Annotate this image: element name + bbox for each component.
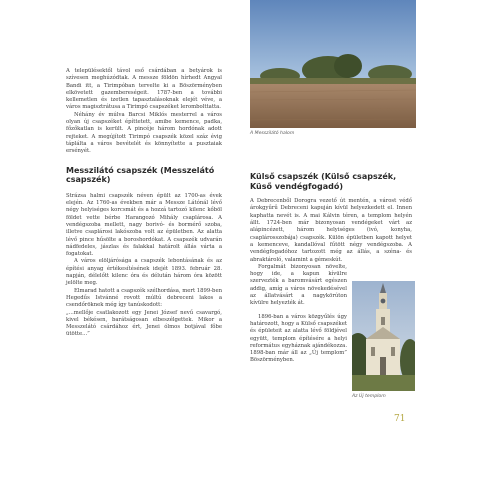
paragraph: Forgalmát bizonyosan növelte, hogy ide, a kapun kívülre szervezték a baromvásárt egészen addig, amíg a város növekedésével az állatvásárt a nagykörúton kívülre helyezték át. bbox=[250, 263, 347, 307]
photo-caption: A Messzilátó halom bbox=[250, 131, 295, 136]
paragraph: Elmarad hatott a csapszék szélhordása, mert 1899-ben Hegedűs Istvánné rovott múltú debreceni lakos a csendőröknek még így tanúskodott: bbox=[66, 287, 222, 309]
quote-paragraph: „...mellője csatlakozott egy Jenei József nevű csavargó, kivel békésen, barátságosan elbeszélgettek. Mikor a Messzelátó csárdához ért, Jenei ólmos botjával főbe ütötte...” bbox=[66, 309, 222, 338]
landscape-illustration bbox=[250, 0, 416, 128]
section-heading: Messzilátó csapszék (Messzelátó csapszék) bbox=[66, 165, 215, 185]
paragraph: 1896-ban a város közgyűlés úgy határozott, hogy a Külső csapszéket és épületeit az alatta lévő földjével együtt, templom építésére a helyi református egyháznak ajándékozza. 1898-ban már áll az „Új templom” Böszörményben. bbox=[250, 313, 347, 364]
paragraph: A településektől távol eső csárdában a betyárok is szívesen meghúzódtak. A messze földön hírhedt Angyal Bandi itt, a Tirimpóban tervelte ki a Böszörményben elkövetett gazembereségeit. 1787-ben a további kellemetlen és izetlen tapasztalásoknak elejét véve, a város magisztrátusa a Tirimpó csapszéket lerombolttatta. bbox=[66, 68, 222, 111]
paragraph: A Debrecenből Dorogra vezető út mentén, a várost védő árokgyűrű Debreceni kapuján kívül helyezkedett el. Innen kaphatta nevét is. A mai Kálvin téren, a templom helyén állt. 1724-ben már bizonyosan vendégeket várt az alápincézett, három helyiséges (ivó, konyha, csaplárosszobája) csapszék. Külön épületben kapott helyet a kemenceve, kandallóval fűtött négy vendégszoba. A vendégfogadóhoz tartozott még az állás, a széna- és abraktároló, valamint a gémeskút. bbox=[250, 198, 412, 263]
paragraph: Strázsa halmi csapszék néven épült az 1700-as évek elején. Az 1760-as években már a Messze Látónál lévő négy helyiséges korcsmát és a hozzá tartozó kilenc kőböl földet vette bérbe Harangozó Mihály csaplárosa. A vendégszoba mellett, nagy borivó- és bormérő szoba, illetve csaplárosi lakószoba volt az épületben. Az alatta lévő pince hűsölte a boroshordókat. A csapszék udvarán nádfedeles, jászlas és falakkal határolt állás várta a fogatokat. bbox=[66, 192, 222, 258]
section-heading: Külső csapszék (Külső csapszék, Küső vendégfogadó) bbox=[250, 172, 397, 191]
church-photo bbox=[352, 281, 415, 391]
paragraph: A város elöljárósága a csapszék lebontásának és az építési anyag értékesítésének idejét 1893. február 28. napján, délelőtt kilenc óra és délután három óra között jelölte meg. bbox=[66, 258, 222, 287]
church-illustration bbox=[352, 281, 415, 391]
photo-caption: Az Új templom bbox=[352, 394, 386, 399]
left-column bbox=[66, 68, 222, 339]
landscape-photo bbox=[250, 0, 416, 128]
page-number: 71 bbox=[394, 414, 406, 424]
paragraph: Néhány év múlva Barcsi Miklós mesterrel a város olyan új csapszéket építtetett, amibe kemence, padka, főzőkatlan is került. A pincéje három hordónak adott rejteket. A megújított Tirimpó csapszék közel száz évig táplálta a város bevételét és könnyítette a pusztaiak ersényét. bbox=[66, 111, 222, 155]
